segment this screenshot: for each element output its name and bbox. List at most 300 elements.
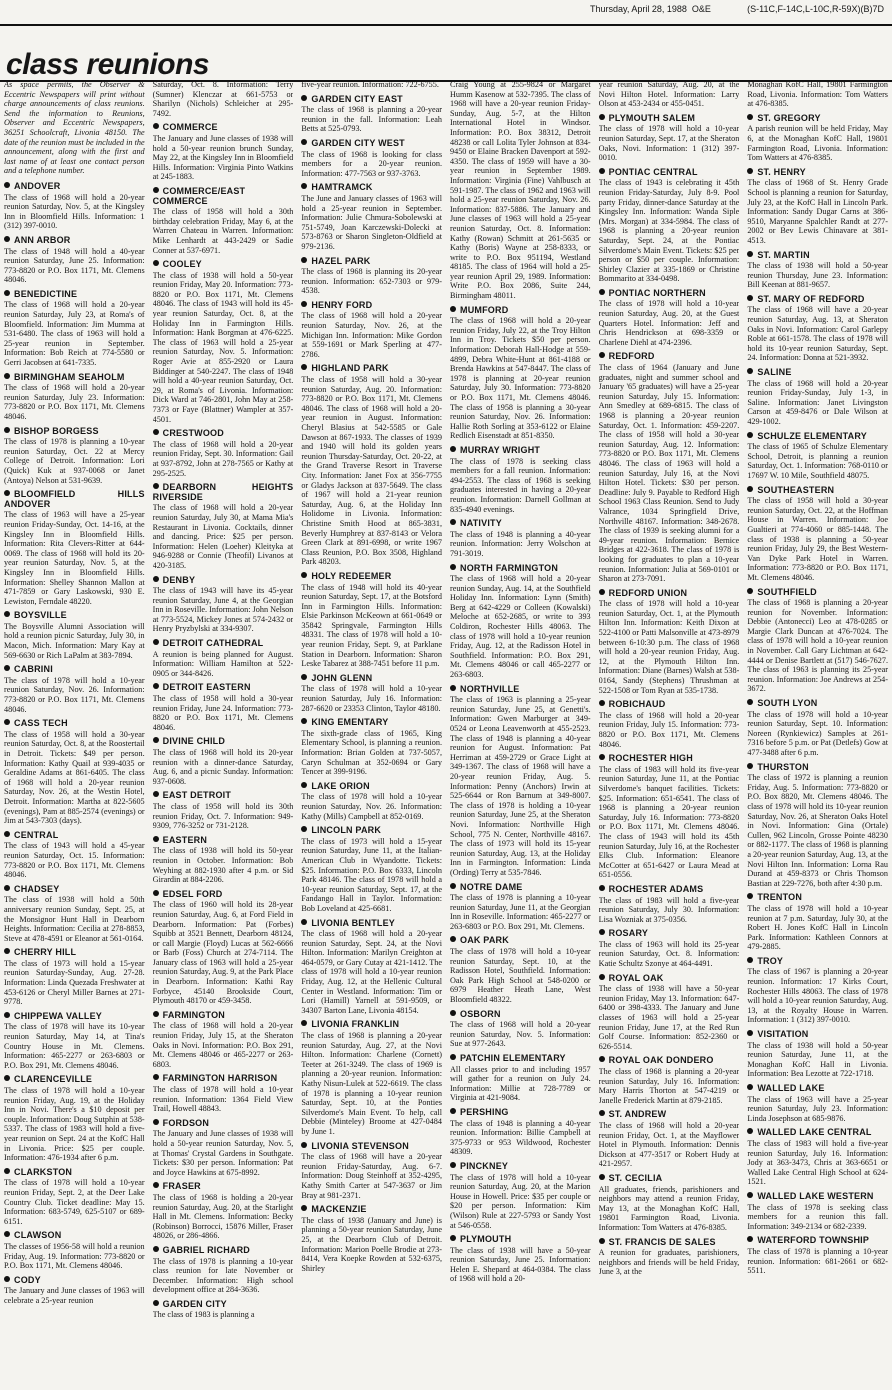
school-name: NATIVITY [450,519,591,529]
reunion-entry [450,80,591,301]
column-2 [153,80,294,1386]
bullet-icon [747,1084,753,1090]
column-6 [747,80,888,1386]
school-name: DETROIT EASTERN [153,683,294,693]
reunion-entry [450,936,591,1004]
school-name: LIVONIA STEVENSON [301,1142,442,1152]
entry-text: The class of 1968 will hold a 20-year reunion Friday, July 22, at the Troy Hilton Inn in Troy. Tickets $50 per person. Information: Deborah Hall-Hodge at 559-4899, Debra White-Hunt at 861-4188 or Brenda Hawkins at 547-8447. The class of 1978 is planning at 20-year reunion Saturday, July 30. Information: 773-8820 or P.O. Box 1171, Mt. Clemens 48046. The class of 1958 is planning a 30-year reunion Saturday, Nov. 26. Information: Hallie Roth Sorling at 353-6122 or Elaine Redlich Eisenstadt at 851-8350. [450,316,591,441]
reunion-entry [4,719,145,826]
bullet-icon [4,373,10,379]
entry-text: The class of 1958 will hold a 30-year reunion Saturday, Oct. 22, at the Hoffman House in Warren. Information: Joe Gualtieri at 774-4060 or 885-1448. The class of 1938 is planning a 50-year reunion Friday, July 29, the Best Western-Van Dyke Park Hotel in Warren. Information: 773-8820 or P.O. Box 1171, Mt. Clemens 48046. [747,496,888,582]
reunion-entry [301,301,442,360]
school-name: PINCKNEY [450,1162,591,1172]
entry-text: The class of 1978 will hold a 10-year reunion Friday, Aug. 19, at the Holiday Inn in Novi. There's a $10 deposit per couple. Information: Doug Sutphin at 538-5337. The class of 1983 will hold a five-year reunion on Sept. 24 at the KofC Hall in Livonia. Price: $25 per couple. Information: 476-1934 after 6 p.m. [4,1086,145,1163]
entry-text: The class of 1938 will hold its 50-year reunion in October. Information: Bob Weyhing at 882-1930 after 4 p.m. or Sid Girardin at 884-2206. [152,846,294,885]
bullet-icon [301,919,307,925]
reunion-entry [301,1020,442,1136]
school-name: HAZEL PARK [301,257,442,267]
bullet-icon [4,182,10,188]
bullet-icon [599,114,605,120]
entry-text: The class of 1968 of St. Henry Grade School is planning a reunion for Saturday, July 23, at the KofC Hall in Lincoln Park. Information: Sandy Dugar Carns at 386-9510, Maryanne Spalchler Randt at 277-2002 or Bev Lewis Chinavare at 381-4513. [747,178,888,245]
reunion-entry [747,1084,888,1123]
school-name: PONTIAC CENTRAL [599,168,740,178]
bullet-icon [4,236,10,242]
reunion-entry [4,611,145,660]
entry-text: The class of 1968 will hold a 20-year reunion Saturday, Sept. 24, at the Novi Hilton. Information: Marilyn Creighton at 464-0579, or Gary Cutay at 421-1412. The class of 1978 will hold a 10-year reunion Friday, Aug. 12, at the Hellenic Cultural Center in Westland. Information: Tim or Lori (Hamill) Yarnell at 591-9509, or 34307 Barton Lane, Livonia 48154. [301,929,442,1015]
entry-text: The class of 1973 will hold a 15-year reunion Saturday-Sunday, Aug. 27-28. Information: Linda Quezada Freshwater at 453-6126 or Cheryl Miller Barnes at 271-9778. [4,958,145,1007]
entry-text: The class of 1983 will hold a five-year reunion Saturday, July 30. Information: Lisa Wozniak at 375-0356. [598,895,740,924]
entry-text: The class of 1958 will hold a 30-year reunion Saturday, Aug. 20. Information: 773-8820 or P.O. Box 1171, Mt. Clemens 48046. The class of 1968 will hold a 20-year reunion in August. Information: Cheryl Blasius at 542-5585 or Gale Dawson at 867-1933. The classes of 1939 and 1940 will hold its golden years reunion Thursday-Saturday, Oct. 20-22, at the Grand Traverse Resort in Traverse City. Information: Janet Fox at 356-7755 or Gladys Jackson at 837-5649. The class of 1967 will hold a 21-year reunion Saturday, Aug. 6, at the Holiday Inn Holidome in Livonia. Information: Christine Smith Hood at 865-3831, Beverly Humphrey at 837-8143 or Velora Green Clark at 891-6998, or write 1967 Class Reunion, P.O. Box 3508, Highland Park 48203. [301,375,442,567]
school-name: TROY [747,957,888,967]
bullet-icon [747,699,753,705]
bullet-icon [599,929,605,935]
reunion-entry [4,1012,145,1071]
entry-text: The class of 1968 will hold a 20-year reunion Friday-Sunday, July 1-3, in Saline. Information: Janet Livingston Carson at 459-8476 or Dale Wilson at 429-1002. [747,378,888,426]
entry-text: The class of 1968 will hold a 20-year reunion Friday, Oct. 1, at the Mayflower Hotel in Plymouth. Information: Dennis Dickson at 477-3517 or Robert Hudy at 421-2957. [598,1120,740,1169]
reunion-entry [4,1075,145,1162]
entry-text: The class of 1968 will hold a 20-year reunion Friday, July 15. Information: 773-8820 or P.O. Box 1171, Mt. Clemens 48046. [598,710,740,749]
reunion-entry [599,80,740,109]
bullet-icon [450,883,456,889]
reunion-entry [301,572,442,669]
school-name: TRENTON [747,893,888,903]
school-name: PERSHING [450,1108,591,1118]
entry-text: All graduates, friends, parishioners and neighbors may attend a reunion Friday, May 13, at the Monaghan KofC Hall, 19801 Farmington Road, Livonia. Information: Tom Watters at 476-8385. [598,1184,740,1232]
bullet-icon [4,290,10,296]
entry-text: The January and June classes of 1963 will celebrate a 25-year reunion [4,1286,145,1305]
reunion-entry [153,1119,294,1178]
entry-text: The class of 1958 will hold its 30th reunion Friday, Oct. 7. Information: 949-9309, 776-3252 or 731-2128. [152,801,294,831]
entry-text: The class of 1978 will hold a 10-year reunion Saturday, Oct. 1, at the Plymouth Hilton Inn. Information: Keith Dixon at 522-4100 or Patti Malsonville at 473-8979 between 6-10:30 p.m. The class of 1968 will hold a 20-year reunion Friday, Aug. 12, at the Plymouth Hilton Inn. Information: Diane (Barnes) Walsh at 538-0164, Sandy (Stephens) Thrushman at 522-1508 or Tom Ryan at 535-1738. [598,599,740,695]
school-name: ROCHESTER ADAMS [599,885,740,895]
bullet-icon [4,948,10,954]
reunion-entry [153,1074,294,1113]
school-name: HAMTRAMCK [301,183,442,193]
header-date: Thursday, April 28, 1988 O&E [590,4,711,14]
entry-text: The class of 1978 is planning a 10-year class reunion for late November or December. Information: High school development office at 284-3636. [152,1256,294,1295]
reunion-entry [450,306,591,441]
school-name: ANN ARBOR [4,236,145,246]
entry-text: The class of 1978 will hold a 10-year reunion. Information: 1364 Field View Trail, Howell 48843. [152,1085,294,1114]
school-name: CLARENCEVILLE [4,1075,145,1085]
school-name: SOUTHFIELD [747,588,888,598]
entry-text: The class of 1967 is planning a 20-year reunion. Information: 17 Kirks Court, Rochester Hills 48063. The class of 1978 will hold a 10-year reunion Saturday, Aug. 13, at the Royalty House in Warren. Information: 1 (312) 397-0010. [747,967,888,1025]
entry-text: The class of 1968 will hold a 20-year reunion Saturday, July 30, at Mama Mia's Restaurant in Livonia. Cocktails, dinner and dancing. Price: $25 per person. Information: Helen (Loeher) Kleityka at 946-9288 or Connie (Theofil) Livanos at 420-3185. [152,503,294,570]
reunion-entry [153,1246,294,1295]
column-1 [4,80,145,1386]
entry-text: The class of 1960 will hold its 28-year reunion Saturday, Aug. 6, at Ford Field in Dearborn. Information: Pat (Forbes) Squibb at 3521 Bennett, Dearborn 48124, or call Margie (Floyd) Lucas at 562-6666 or Barb (Foss) Church at 274-7114. The January class of 1963 will hold a 25-year reunion Saturday, Aug. 9, at the Park Place in Dearborn. Information: Kathi Ray Forbyce, 45140 Brookside Court, Plymouth 48170 or 459-3458. [152,900,294,1006]
reunion-entry [599,1174,740,1233]
reunion-entry [4,1168,145,1227]
bullet-icon [153,1182,159,1188]
school-name: PLYMOUTH SALEM [599,114,740,124]
school-name: SALINE [747,368,888,378]
entry-text: year reunion Saturday, Aug. 20, at the Novi Hilton Hotel. Information: Larry Olson at 453-2434 or 455-0451. [598,80,740,109]
entry-text: The class of 1948 will hold its 40-year reunion Saturday, Sept. 17, at the Botsford Inn in Farmington Hills. Information: Elsie Parkinson McKeown at 661-0649 or 35842 Springvale, Farmington Hills 48331. The class of 1978 will hold a 10-year reunion Friday, Sept. 9, at Parklane Station in Dearborn. Information: Sharon Leske Tabarez at 388-7451 before 11 p.m. [301,582,442,669]
reunion-entry [153,890,294,1006]
bullet-icon [747,1192,753,1198]
school-name: PATCHIN ELEMENTARY [450,1054,591,1064]
reunion-entry [599,289,740,348]
school-name: EAST DETROIT [153,791,294,801]
bullet-icon [153,1300,159,1306]
school-name: WALLED LAKE CENTRAL [747,1128,888,1138]
school-name: BIRMINGHAM SEAHOLM [4,373,145,383]
school-name: GARDEN CITY EAST [301,95,442,105]
bullet-icon [599,700,605,706]
bullet-icon [301,1020,307,1026]
bullet-icon [4,427,10,433]
school-name: ROCHESTER HIGH [599,754,740,764]
reunion-entry [153,483,294,570]
school-name: CHERRY HILL [4,948,145,958]
entry-text: The class of 1968 will hold its 20-year reunion with a dinner-dance Saturday, Aug. 6, and a picnic Sunday. Information: 937-0608. [152,748,294,786]
entry-text: The class of 1948 is planning a 40-year reunion. Information: Billie Campbell at 375-9733 or 953 Wildwood, Rochester 48309. [450,1118,591,1157]
school-name: HOLY REDEEMER [301,572,442,582]
reunion-entry [153,80,294,118]
reunion-entry [153,639,294,678]
bullet-icon [153,1119,159,1125]
bullet-icon [153,1011,159,1017]
entry-text: The class of 1958 will hold a 30-year reunion Friday, June 24. Information: 773-8820 or P.O. Box 1171, Mt. Clemens 48046. [152,694,294,732]
bullet-icon [4,719,10,725]
reunion-entry [301,826,442,913]
reunion-entry [747,893,888,952]
entry-text: The class of 1968 is holding a 20-year reunion Saturday, Aug. 20, at the Starlight Hall in Mt. Clemens. Information: Becky (Robinson) Borrocci, 15876 Miller, Fraser 48026, or 286-4866. [152,1192,294,1241]
header-code: (S-11C,F-14C,L-10C,R-59X)(B)7D [747,4,884,14]
school-name: OSBORN [450,1010,591,1020]
entry-text: The class of 1968 will hold a 20-year reunion Saturday, Nov. 26, at the Michigan Inn. Information: Mike Gordon at 559-1691 or Mark Sperling at 477-2786. [301,311,442,359]
entry-text: The class of 1963 will have a 25-year reunion Friday-Sunday, Oct. 14-16, at the Kingsley Inn in Bloomfield Hills. Information: Rita Clevers-Ritter at 644-0069. The class of 1968 will hold its 20-year reunion Saturday, Nov. 5, at the Kingsley Inn in Bloomfield Hills. Information: Shelley Shannon Mallon at 471-7859 or Gary Laskowski, 930 E. Lewiston, Ferndale 48220. [4,510,145,606]
bullet-icon [153,429,159,435]
reunion-entry [301,1205,442,1273]
reunion-entry [747,114,888,163]
entry-text: The class of 1978 will hold a 10-year reunion Friday, Sept. 2, at the Deer Lake Country Club. Ticket deadline: May 15. Information: 683-5749, 625-5107 or 689-6151. [4,1178,145,1226]
bullet-icon [599,168,605,174]
reunion-entry [301,95,442,134]
reunion-entry [4,236,145,285]
entry-text: The class of 1978 will hold a 10-year reunion Saturday, July 16. Information: 287-6620 or 23353 Clinton, Taylor 48180. [301,684,442,713]
bullet-icon [4,490,10,496]
school-name: ST. CECILIA [599,1174,740,1184]
school-name: DENBY [153,576,294,586]
school-name: JOHN GLENN [301,674,442,684]
entry-text: The class of 1978 is seeking class members for a reunion this fall. Information: 349-2134 or 682-2339. [747,1202,888,1231]
reunion-entry [153,737,294,786]
entry-text: The class of 1968 will hold a 20-year reunion Saturday, July 23. Information: 773-8820 or P.O. Box 1171, Mt. Clemens 48046. [4,383,145,421]
entry-text: The class of 1968 will have a 20-year reunion Saturday, Aug. 13, at Sheraton Oaks in Novi. Information: Carol Garlepy Roble at 661-1578. The class of 1978 will hold its 10-year reunion Saturday, Sept. 24. Information: Donna at 521-3932. [747,305,888,363]
reunion-entry [747,251,888,290]
reunion-entry [4,290,145,368]
bullet-icon [4,1012,10,1018]
school-name: SOUTHEASTERN [747,486,888,496]
entry-text: The class of 1978 is planning a 10-year reunion. Information: 681-2661 or 682-5511. [747,1246,888,1276]
school-name: GABRIEL RICHARD [153,1246,294,1256]
reunion-entry [450,1235,591,1284]
school-name: CENTRAL [4,831,145,841]
entry-text: The class of 1938 will hold a 50-year reunion Saturday, June 11, at the Monaghan KofC Hall in Livonia. Information: Bea Lezotte at 722-1718. [747,1040,888,1079]
bullet-icon [450,446,456,452]
entry-text: A reunion for graduates, parishioners, neighbors and friends will be held Friday, June 3, at the [598,1248,740,1277]
reunion-entry [450,1010,591,1049]
school-name: WALLED LAKE [747,1084,888,1094]
column-5 [599,80,740,1386]
school-name: ST. HENRY [747,168,888,178]
bullet-icon [301,572,307,578]
entry-text: The class of 1948 is planning a 40-year reunion. Information: Jerry Wolschon at 791-3019. [450,529,591,558]
school-name: LIVONIA FRANKLIN [301,1020,442,1030]
bullet-icon [599,1174,605,1180]
reunion-entry [153,791,294,830]
entry-text: A parish reunion will be held Friday, May 6, at the Monaghan KofC Hall, 19801 Farmington Road, Livonia. Information: Tom Watters at 476-8385. [747,124,888,163]
bullet-icon [450,1235,456,1241]
bullet-icon [4,1168,10,1174]
school-name: THURSTON [747,763,888,773]
entry-text: The class of 1965 of Schulze Elementary School, Detroit, is planning a reunion Saturday, Oct. 1. Information: 768-0110 or 17697 W. 10 Mile, Southfield 48075. [747,442,888,480]
reunion-entry [301,718,442,777]
school-name: KING EMENTARY [301,718,442,728]
bullet-icon [301,782,307,788]
school-name: NORTHVILLE [450,685,591,695]
entry-text: The January and June classes of 1938 will hold a 50-year reunion brunch Sunday, May 22, at the Kingsley Inn in Bloomfield Hills. Information: Virginia Pinto Watkins at 245-1883. [152,133,294,182]
bullet-icon [450,1054,456,1060]
entry-text: The class of 1943 will hold a 45-year reunion Saturday, Oct. 15. Information: 773-8820 or P.O. Box 1171, Mt. Clemens 48046. [4,841,145,880]
reunion-entry [747,1236,888,1275]
bullet-icon [153,483,159,489]
school-name: PLYMOUTH [450,1235,591,1245]
school-name: FARMINGTON HARRISON [153,1074,294,1084]
entry-text: The class of 1958 will hold a 30th birthday celebration Friday, May 6, at the Warren Chateau in Warren. Information: Mike Lenhardt at 443-2429 or Sadie Conner at 537-6971. [152,207,294,255]
reunion-entry [450,1162,591,1230]
school-name: ROSARY [599,929,740,939]
bullet-icon [747,168,753,174]
entry-text: The sixth-grade class of 1965, King Elementary School, is planning a reunion. Information: Brian Golden at 737-5057, Caryn Schulman at 352-0694 or Gary Tencer at 399-9196. [301,728,442,777]
school-name: REDFORD UNION [599,589,740,599]
bullet-icon [4,885,10,891]
bullet-icon [153,260,159,266]
reunion-entry [301,364,442,566]
school-name: CHIPPEWA VALLEY [4,1012,145,1022]
school-name: BOYSVILLE [4,611,145,621]
entry-text: All classes prior to and including 1957 will gather for a reunion on July 24. Information: Millie at 728-7789 or Virginia at 421-9084. [450,1064,591,1103]
entry-text: Saturday, Oct. 8. Information: Terry (Sumner) Klenczar at 661-5753 or Sharilyn (Nichols) Schleicher at 295-7492. [152,80,294,118]
school-name: WATERFORD TOWNSHIP [747,1236,888,1246]
entry-text: The class of 1968 is planning a 20-year reunion for November. Information: Debbie (Antonecci) Leo at 478-0285 or Margie Clark Duncan at 476-7024. The class of 1978 will hold a 10-year reunion in November. Call Gary Lichtman at 642-4444 or Denise Bartlett at (517) 546-7627. The class of 1963 is planning its 25-year reunion. Information: Joe Andrews at 254-3672. [747,598,888,694]
entry-text: The class of 1938 will hold a 50-year reunion Thursday, June 23. Information: Bill Keenan at 881-9657. [747,261,888,290]
bullet-icon [4,1231,10,1237]
reunion-entry [599,589,740,696]
bullet-icon [599,352,605,358]
bullet-icon [153,890,159,896]
school-name: FORDSON [153,1119,294,1129]
bullet-icon [301,95,307,101]
entry-text: Monaghan KofC Hall, 19801 Farmington Road, Livonia. Information: Tom Watters at 476-8385. [747,80,888,109]
reunion-entry [301,674,442,713]
reunion-entry [747,80,888,109]
reunion-entry [153,576,294,635]
bullet-icon [4,611,10,617]
reunion-entry [153,1011,294,1070]
reunion-entry [153,429,294,478]
entry-text: The class of 1968 will hold a 20-year reunion Saturday, Nov. 5, at the Kingsley Inn in Bloomfield Hills. Information: 1 (312) 397-0010. [4,192,145,231]
reunion-entry [4,831,145,880]
entry-text: The class of 1978 will hold a 10-year reunion Saturday, Sept. 10, at the Radisson Hotel, Southfield. Information: Oak Park High School at 548-0200 or 6979 Heather Heath Lane, West Bloomfield 48322. [450,947,591,1005]
school-name: COMMERCE/EAST COMMERCE [152,185,246,206]
bullet-icon [747,295,753,301]
bullet-icon [747,486,753,492]
reunion-entry [450,1054,591,1103]
school-name: PONTIAC NORTHERN [599,289,740,299]
school-name: LIVONIA BENTLEY [301,919,442,929]
school-name: LINCOLN PARK [301,826,442,836]
school-name: DIVINE CHILD [153,737,294,747]
entry-text: The classes of 1956-58 will hold a reunion Friday, Aug. 19. Information: 773-8820 or P.O. Box 1171, Mt. Clemens 48046. [4,1241,145,1271]
reunion-entry [599,114,740,163]
bullet-icon [301,674,307,680]
reunion-entry [599,1238,740,1277]
reunion-entry [4,490,145,606]
reunion-entry [747,1030,888,1079]
bullet-icon [4,665,10,671]
school-name: CODY [4,1276,145,1286]
entry-text: A reunion is being planned for August. Information: William Hamilton at 522-0905 or 344-8426. [152,649,294,678]
entry-text: Craig Young at 255-9824 or Margaret Humm Kasenow at 532-7395. The class of 1968 will have a 20-year reunion Friday-Sunday, Aug. 5-7, at the Hilton International Hotel in Windsor. Information: P.O. Box 38312, Detroit 48238 or call Lolita Tyler Johnson at 834-9450 or Elaine Bracken Davenport at 592-4350. The class of 1959 will have a 30-year reunion in September 1989. Information: Virginia (Fine) Vahlbusch at 591-1987. The class of 1962 and 1963 will hold a 25-year reunion Saturday, Nov. 26. Information: 837-5886. The January and June classes of 1963 will hold a 25-year reunion Saturday, Oct. 8. Information: Kathy (Rowan) Schmitt at 261-5635 or Kathy (Boris) Wayne at 258-8333, or write to P.O. Box 951194, Westland 48185. The class of 1964 will hold a 25-year reunion April 29, 1989. Information: Write P.O. Box 2086, Suite 244, Birmingham 48011. [450,80,591,301]
reunion-entry [301,139,442,178]
school-name: EDSEL FORD [153,890,294,900]
entry-text: The class of 1972 is planning a reunion Friday, Aug. 5. Information: 773-8820 or P.O. Box 8820, Mt. Clemens 48046. The class of 1978 will hold its 10-year reunion Saturday, Nov. 26, at Sheraton Oaks Hotel in Novi. Information: Gina (Ortale) Cullen, 962 Lincoln, Grosse Pointe 48230 or 882-1177. The class of 1968 is planning a 20-year reunion Saturday, Aug. 13, at the Novi Hilton Inn. Information: Lorna Rau Durand at 459-8373 or Chris Thomson Bastian at 229-7276, both after 4:30 p.m. [747,773,888,888]
school-name: CABRINI [4,665,145,675]
school-name: DETROIT CATHEDRAL [153,639,294,649]
school-name: VISITATION [747,1030,888,1040]
entry-text: The class of 1968 will hold a 20-year reunion Saturday, July 23, at Roma's of Bloomfield. Information: Jim Mumma at 531-6480. The class of 1963 will hold a 25-year reunion in September. Information: Bob Reich at 774-5580 or Gerri Jacobsen at 641-7335. [4,300,145,368]
entry-text: The class of 1938 will hold a 50th anniversary reunion Sunday, Sept. 25, at the Monsignor Hunt Hall in Dearborn Heights. Information: Cecilia at 278-8853, Steve at 478-4591 or Eleanor at 561-0164. [4,895,145,943]
bullet-icon [450,1108,456,1114]
entry-text: The class of 1978 will have its 10-year reunion Saturday, May 14, at Tina's Country House in Mt. Clemens. Information: 465-2277 or 263-6803 or P.O. Box 291, Mt. Clemens 48046. [4,1022,145,1070]
entry-text: The class of 1978 will hold a 10-year reunion Saturday, Sept. 17, at the Sheraton Oaks, Novi. Information: 1 (312) 397-0010. [598,124,740,163]
reunion-entry [301,183,442,251]
bullet-icon [153,576,159,582]
bullet-icon [747,251,753,257]
bullet-icon [599,589,605,595]
bullet-icon [747,893,753,899]
reunion-entry [4,182,145,231]
school-name: SOUTH LYON [747,699,888,709]
page-header [0,0,892,26]
bullet-icon [301,826,307,832]
entry-text: The class of 1938 will have a 50-year reunion Friday, May 13. Information: 647-6400 or 398-4333. The January and June classes of 1963 will hold a 25-year reunion Friday, June 17, at the Red Run Golf Course. Information: 852-2360 or 626-5514. [598,984,740,1051]
reunion-entry [747,295,888,363]
school-name: EASTERN [153,836,294,846]
entry-text: The class of 1973 will hold a 15-year reunion Saturday, June 11, at the Italian-American Club in Wyandotte. Tickets: $25. Information: P.O. Box 6333, Lincoln Park 48146. The class of 1978 will hold a 10-year reunion Saturday, Sept. 17, at the Fandango Hall in Taylor. Information: Bob Loveland at 425-6681. [301,836,442,913]
entry-text: The class of 1948 will hold a 40-year reunion Saturday, June 25. Information: 773-8820 or P.O. Box 1171, Mt. Clemens 48046. [4,246,145,285]
school-name: ROYAL OAK [599,974,740,984]
entry-text: The class of 1978 is seeking class members for a fall reunion. Information: 494-2553. The class of 1968 is seeking graduates interested in having a 20-year reunion. Information: Darnell Gollman at 835-4940 evenings. [450,456,591,514]
reunion-entry [4,665,145,714]
bullet-icon [450,1162,456,1168]
reunion-entry [301,1142,442,1201]
reunion-entry [450,564,591,680]
entry-text: The class of 1968 will have a 20-year reunion Friday-Saturday, Aug. 6-7. Information: Doug Steinhoff at 352-4295, Kathy Smith Carter at 547-3637 or Jim Bray at 981-2371. [301,1152,442,1200]
school-name: NOTRE DAME [450,883,591,893]
reunion-entry [450,883,591,932]
bullet-icon [747,1236,753,1242]
entry-text: The class of 1968 is planning a 20-year reunion in the fall. Information: Leah Betts at 525-0793. [301,105,442,134]
entry-text: The class of 1963 is planning a 25-year reunion Saturday, June 25, at Genetti's. Information: Gwen Marburger at 349-0524 or Leona Leavenworth at 455-2523. The class of 1948 is planning a 40-year reunion for August. Information: Pat Herriman at 459-2729 or Grace Light at 349-1367. The class of 1968 will have a 20-year reunion Friday, Aug. 5. Information: Penny (Anchors) Irwin at 525-6644 or Ron Barnum at 349-8007. The class of 1978 is holding a 10-year reunion Saturday, June 25, at the Sheraton Novi. Information: Northville High School, 775 N. Center, Northville 48167. The class of 1973 will hold its 15-year reunion Saturday, Aug. 13, at the Holiday Inn in Farmington. Information: Linda (Ording) Terry at 535-7846. [450,695,591,877]
school-name: ST. MARTIN [747,251,888,261]
bullet-icon [301,1205,307,1211]
entry-text: The class of 1983 will hold a five-year reunion Saturday, July 16. Information: Jody at 363-3473, Chris at 363-6651 or Walled Lake Central High School at 624-1521. [747,1138,888,1187]
entry-text: The class of 1968 is looking for class members for a 20-year reunion. Information: 477-7563 or 937-3763. [301,149,442,178]
entry-text: The class of 1943 will have its 45-year reunion Saturday, June 4, at the Georgian Inn in Roseville. Information: John Nelson at 773-5524, Mickey Jones at 574-2432 or Henry Pryzbylski at 334-9307. [152,586,294,634]
bullet-icon [450,1010,456,1016]
reunion-entry [153,123,294,182]
entry-text: The class of 1938 will hold a 50-year reunion Friday, May 20. Information: 773-8820 or P.O. Box 1171, Mt. Clemens 48046. The class of 1943 will hold its 45-year reunion Saturday, Oct. 8, at the Holiday Inn in Farmington Hills. Information: Hank Borgman at 476-6225. The class of 1963 will hold a 25-year reunion Saturday, Nov. 5. Information: Roger Avie at 855-2920 or Laura Biddinger at 540-2247. The class of 1948 will hold a 40-year reunion Saturday, Oct. 29, at Roma's of Livonia. Information: Dick Ward at 746-2801, John May at 258-7373 or Faye (Blattner) Wampler at 357-4501. [152,270,294,424]
entry-text: The class of 1978 will hold a 10-year reunion Saturday, Nov. 26. Information: 773-8820 or P.O. Box 1171, Mt. Clemens 48046. [4,675,145,714]
entry-text: The class of 1964 (January and June graduates, night and summer school and January '65 graduates) will have a 25-year reunion Saturday, July 15. Information: Ann Smedley at 689-6815. The class of 1968 is planning a 20-year reunion Saturday, Oct. 1. Information: 459-2207. The class of 1958 will hold a 30-year reunion Saturday, Aug. 12. Information: 773-8820 or P.O. Box 1171, Mt. Clemens 48046. The class of 1963 will hold a reunion Saturday, July 16, at the Novi Hilton Hotel. Tickets: $30 per person. Deadline: July 9. Payable to Redford High School 1963 Class Reunion. Send to Judy Valrance, 1034 Springfield Drive, Northville 48167. Information: 348-2678. The class of 1939 is seeking alumni for a 49-year reunion. Information: Bernice Bridges at 422-3618. The class of 1978 is looking for graduates to plan a 10-year reunion. Information: Julia at 569-0101 or Sharon at 273-7091. [598,363,740,584]
school-name: WALLED LAKE WESTERN [747,1192,888,1202]
school-name: OAK PARK [450,936,591,946]
bullet-icon [301,364,307,370]
school-name: GARDEN CITY WEST [301,139,442,149]
entry-text: The class of 1983 will hold its five-year reunion Saturday, June 11, at the Pontiac Silverdome's banquet facilities. Tickets: $25. Information: 651-6541. The class of 1968 is planning a 20-year reunion Saturday, July 16. Information: 773-8820 or P.O. Box 1171, Mt. Clemens 48046. The class of 1943 will hold its 45th reunion Saturday, July 16, at the Rochester Elks Club. Information: Eleanore McCotter at 651-6427 or Laura Mead at 651-0556. [598,764,740,880]
bullet-icon [599,754,605,760]
bullet-icon [599,1056,605,1062]
reunion-entry [747,368,888,427]
reunion-columns [4,80,888,1386]
reunion-entry [4,1231,145,1270]
reunion-entry [599,700,740,749]
reunion-entry [153,1300,294,1320]
bullet-icon [153,737,159,743]
school-name: FARMINGTON [153,1011,294,1021]
school-name: ST. MARY OF REDFORD [747,295,888,305]
entry-text: The class of 1938 (January and June) is planning a 50-year reunion Saturday, June 25, at the Dearborn Club of Detroit. Information: Marion Poelle Brodie at 273-8414, Vera Koepke Rowden at 532-6375, Shirley [301,1215,442,1273]
reunion-entry [4,885,145,944]
reunion-entry [153,836,294,885]
reunion-entry [599,929,740,968]
bullet-icon [747,588,753,594]
entry-text: The class of 1968 will hold a 20-year reunion Sunday, Aug. 14, at the Southfield Holiday Inn. Information: Lynn (Smith) Berg at 642-4229 or Colleen (Kowalski) Meloche at 652-2685, or write to 393 Coldiron, Rochester Hills 48063. The class of 1978 will hold a 10-year reunion Friday, Aug. 12, at the Radisson Hotel in Southfield. Information: P.O. Box 291, Mt. Clemens 48046 or call 465-2277 or 263-6803. [450,574,591,680]
school-name: BLOOMFIELD HILLS ANDOVER [4,489,145,509]
reunion-entry [747,1192,888,1231]
bullet-icon [450,306,456,312]
reunion-entry [301,919,442,1016]
entry-text: The class of 1968 is planning its 20-year reunion. Information: 652-7303 or 979-4538. [301,267,442,296]
school-name: CHADSEY [4,885,145,895]
reunion-entry [153,1182,294,1241]
entry-text: The class of 1963 will have a 25-year reunion Saturday, July 23. Information: Linda Josephson at 685-9876. [747,1094,888,1123]
reunion-entry [599,754,740,880]
school-name: BENEDICTINE [4,290,145,300]
bullet-icon [450,519,456,525]
school-name: CASS TECH [4,719,145,729]
entry-text: The class of 1978 is planning a 10-year reunion Saturday, Oct. 22 at Mercy College of Detroit. Information: Lori (Quick) Kuk at 937-0068 or Janet (Antoya) Nelson at 531-9639. [4,437,145,485]
bullet-icon [301,257,307,263]
bullet-icon [153,639,159,645]
entry-text: The class of 1978 will hold a 10-year reunion Saturday, Aug. 20, at the Guest Quarters Hotel. Information: Jeff and Chris Hendrickson at 698-3359 or Charlene Diehl at 474-2396. [598,299,740,347]
section-title: class reunions [6,48,210,81]
school-name: DEARBORN HEIGHTS RIVERSIDE [152,482,294,502]
school-name: ST. ANDREW [599,1110,740,1120]
entry-text: The January and June classes of 1938 will hold a 50-year reunion Saturday, Nov. 5, at Thomas' Crystal Gardens in Southgate. Tickets: $30 per person. Information: Pat and Joyce Hawkins at 675-8992. [152,1129,294,1177]
bullet-icon [747,1030,753,1036]
entry-text: The class of 1983 is planning a [152,1310,255,1320]
reunion-entry [599,352,740,583]
entry-text: The class of 1978 will hold a 10-year reunion at 7 p.m. Saturday, July 30, at the Robert H. Jones KofC Hall in Lincoln Park. Information: Kathleen Connors at 479-2885. [747,903,888,952]
reunion-entry [450,685,591,878]
bullet-icon [747,763,753,769]
bullet-icon [153,187,159,193]
